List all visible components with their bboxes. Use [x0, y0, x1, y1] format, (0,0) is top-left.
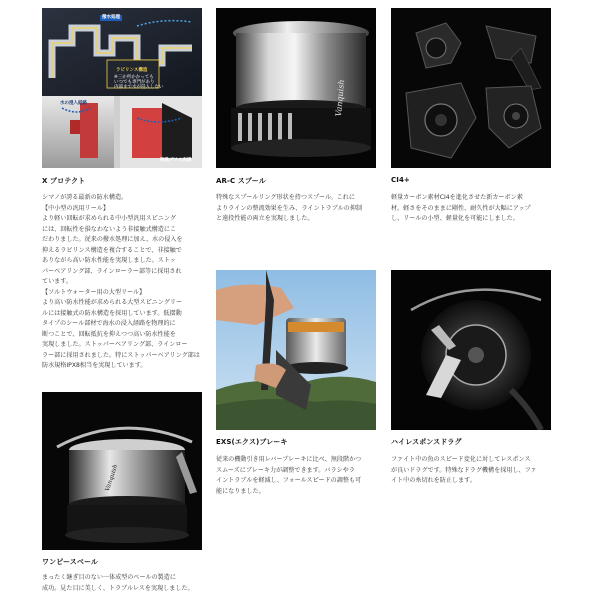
ar-c-spool-desc-line: と遠投性能の両立を実現しました。 — [216, 215, 314, 222]
ar-c-spool-desc-line: よりラインの整流効果を生み、ライントラブルの抑制 — [216, 204, 363, 212]
grease-label: 特殊グリス充填 — [160, 158, 192, 163]
spool-image — [216, 8, 376, 168]
x-protect-desc-line: 防水規格IPX8相当を実現しています。 — [42, 362, 147, 369]
high-response-drag-description — [391, 455, 556, 487]
high-response-drag-desc-line: イト中の糸切れを防止します。 — [391, 477, 476, 484]
x-protect-desc-line: パーベアリング部、ラインローラー部等に採用され — [42, 267, 182, 275]
x-protect-desc-line: 【中小型の汎用リール】 — [42, 204, 109, 212]
x-protect-desc-line: シマノが誇る最新の防水構造。 — [42, 194, 128, 201]
exs-brake-desc-line: スムーズにブレーキ力が調整できます。バラシやラ — [216, 466, 355, 474]
ci4-plus-photo — [391, 8, 551, 168]
ar-c-spool-description — [216, 193, 378, 225]
x-protect-desc-line: 断つことで、回転抵抗を抑えつつ高い防水性能を — [42, 330, 176, 338]
ar-c-spool-desc-line: 特殊なスプールリング形状を持つスプール。これに — [216, 194, 355, 201]
water-path-label: 水の浸入経路 — [60, 101, 87, 106]
bail-brand-text: Vanquish — [104, 463, 120, 493]
exs-brake-description — [216, 455, 381, 497]
x-protect-desc-line: には、回転性を損なわないよう非接触式構造にこ — [42, 225, 177, 233]
ci4-plus-description — [391, 193, 556, 225]
exs-brake-desc-line: 従来の機動引き用レバーブレーキに比べ、無段階かつ — [216, 456, 362, 463]
ar-c-spool-title: AR-C スプール — [216, 177, 266, 185]
high-response-drag-desc-line: ファイト中の魚のスピード変化に対してレスポンス — [391, 456, 531, 463]
one-piece-bail-photo — [42, 392, 202, 550]
labyrinth-note-1: ※三か所かかっても — [114, 75, 154, 80]
x-protect-title: X プロテクト — [42, 177, 86, 185]
one-piece-bail-desc-line: まったく継ぎ目のない一体成型のベールの製造に — [42, 574, 176, 581]
one-piece-bail-desc-line: 成功。見た目に美しく、トラブルレスを実現しました。 — [42, 584, 194, 592]
x-protect-desc-line: ラー部に採用されました。特にストッパーベアリング部は — [42, 351, 200, 359]
x-protect-desc-line: 【ソルトウォーター用の大型リール】 — [42, 288, 146, 296]
one-piece-bail-title: ワンピースベール — [42, 558, 99, 566]
x-protect-desc-line: ありながら高い防水性能を実現しました。ストッ — [42, 257, 176, 264]
drag-reel-image — [391, 270, 551, 430]
ci4-plus-desc-line: 材。軽さをそのままに剛性、耐久性が大幅にアップ — [391, 204, 531, 212]
labyrinth-label: ラビリンス構造 — [116, 68, 148, 73]
x-protect-diagram — [42, 8, 202, 168]
exs-brake-desc-line: 能になりました。 — [216, 487, 265, 495]
ci4-plus-desc-line: 軽量カーボン素材CI4を進化させた新カーボン素 — [391, 194, 523, 201]
x-protect-desc-line: タイプのシール部材で海水の浸入経路を物理的に — [42, 320, 176, 327]
x-protect-description — [42, 193, 204, 372]
x-protect-desc-line: ルには接触式の防水構造を採用しています。低摺動 — [42, 309, 182, 317]
exs-brake-title: EXS(エクス)ブレーキ — [216, 438, 288, 446]
exs-brake-photo — [216, 270, 376, 430]
ci4-plus-desc-line: し、リールの小型、軽量化を可能にしました。 — [391, 215, 519, 222]
labyrinth-note-2: いつでも専門があり — [114, 80, 155, 85]
high-response-drag-photo — [391, 270, 551, 430]
x-protect-desc-line: だわりました。従来の撥水処理に加え、水の侵入を — [42, 236, 183, 243]
exs-brake-desc-line: イントラブルを軽減し、フォールスピードの調整も可 — [216, 477, 362, 484]
x-protect-desc-line: 抑えるラビリンス構造を複合することで、非接触で — [42, 246, 182, 254]
ci4-plus-title: CI4+ — [391, 176, 410, 184]
spool-brand-text: Vanquish — [334, 79, 347, 117]
carbon-parts-image — [391, 8, 551, 168]
reel-in-hand-image — [216, 270, 376, 430]
x-protect-desc-line: より軽い回転が求められる中小型汎用スピニング — [42, 215, 176, 222]
bail-reel-image — [42, 392, 202, 550]
one-piece-bail-description — [42, 573, 204, 594]
labyrinth-note-3: 内部まで水が侵入しない — [114, 85, 164, 90]
x-protect-desc-line: より高い防水性能が求められる大型スピニングリー — [42, 299, 183, 306]
high-response-drag-desc-line: が良いドラグです。特殊なドラグ機構を採用し、ファ — [391, 466, 537, 474]
water-repellent-label: 撥水処理 — [102, 15, 120, 20]
x-protect-desc-line: 実現しました。ストッパーベアリング部、ラインロー — [42, 341, 188, 348]
x-protect-desc-line: ています。 — [42, 278, 72, 285]
ar-c-spool-photo — [216, 8, 376, 168]
high-response-drag-title: ハイレスポンスドラグ — [391, 438, 462, 446]
